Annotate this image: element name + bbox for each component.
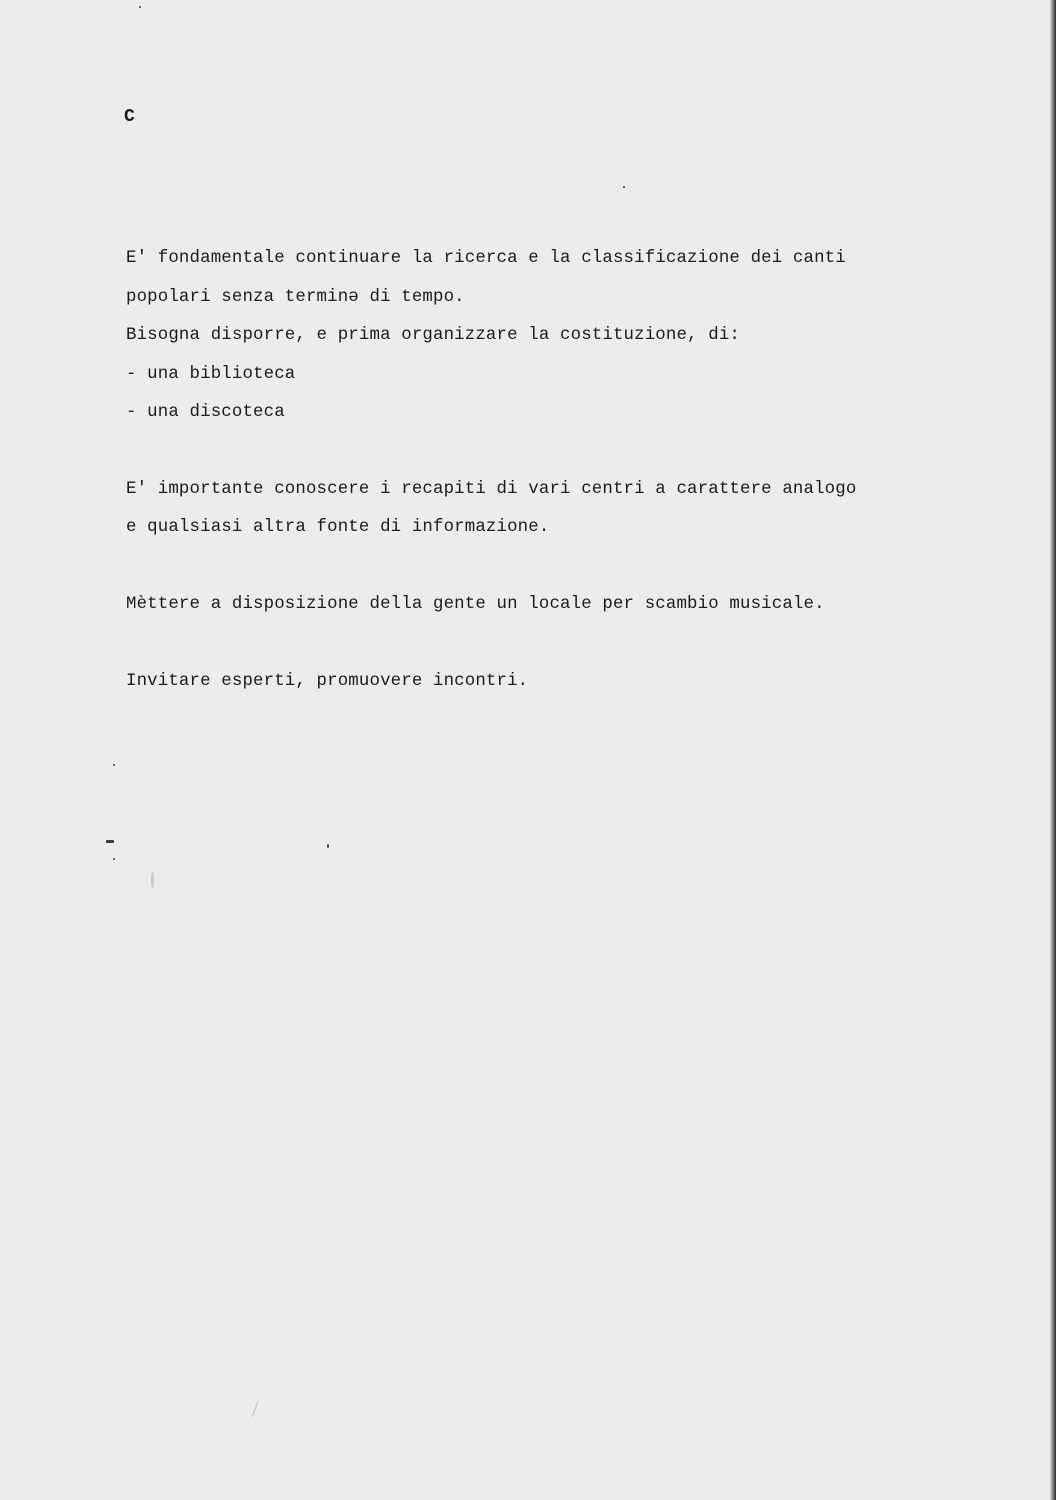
scan-speck	[113, 764, 115, 766]
scan-speck	[623, 186, 625, 188]
paragraph-line-3: Bisogna disporre, e prima organizzare la costituzione, di:	[126, 326, 740, 345]
scan-speck	[113, 858, 115, 860]
scan-speck	[151, 872, 154, 888]
list-item-discoteca: - una discoteca	[126, 403, 285, 422]
paragraph-line-5: e qualsiasi altra fonte di informazione.	[126, 518, 550, 537]
section-letter: C	[124, 107, 135, 127]
list-item-biblioteca: - una biblioteca	[126, 365, 296, 384]
paragraph-line-7: Invitare esperti, promuovere incontri.	[126, 672, 529, 691]
scan-speck	[327, 844, 329, 848]
paragraph-line-6: Mèttere a disposizione della gente un locale per scambio musicale.	[126, 595, 825, 614]
paragraph-line-4: E' importante conoscere i recapiti di vari centri a carattere analogo	[126, 480, 857, 499]
paragraph-line-2: popolari senza terminə di tempo.	[126, 288, 465, 307]
scan-speck	[106, 840, 114, 843]
scan-speck	[251, 1400, 259, 1418]
scan-speck	[139, 6, 141, 8]
paragraph-line-1: E' fondamentale continuare la ricerca e la classificazione dei canti	[126, 249, 846, 268]
